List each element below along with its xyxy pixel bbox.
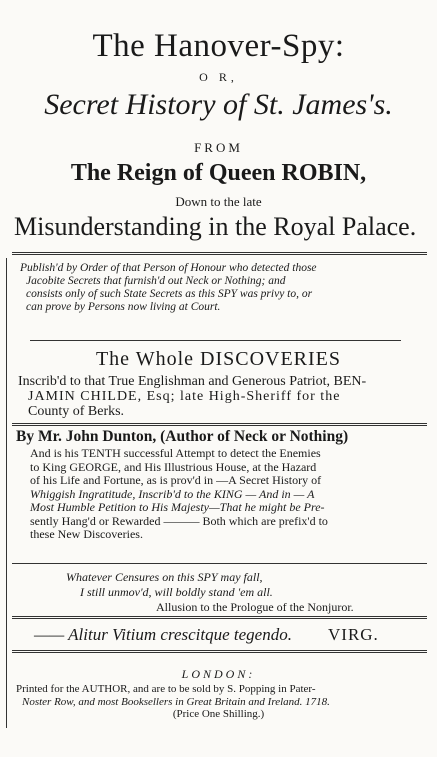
published-line: Jacobite Secrets that furnish'd out Neck or Nothing; and — [26, 275, 286, 287]
published-line: consists only of such State Secrets as this SPY was privy to, or — [26, 288, 313, 300]
attempt-line: these New Discoveries. — [30, 527, 143, 541]
or-line: O R, — [199, 70, 238, 84]
imprint-line: Printed for the AUTHOR, and are to be sold by S. Popping in Pater- — [16, 683, 316, 695]
published-line: can prove by Persons now living at Court. — [26, 301, 221, 313]
inscribed-line: Inscrib'd to that True Englishman and Generous Patriot, BEN- — [18, 374, 367, 389]
divider — [12, 616, 427, 622]
inscribed-paragraph — [18, 374, 425, 419]
attempt-line: sently Hang'd or Rewarded ——— Both which are prefix'd to — [30, 513, 328, 528]
divider — [12, 563, 427, 564]
verse-line: I still unmov'd, will boldly stand 'em all. — [80, 585, 273, 599]
title-page — [6, 0, 431, 757]
book-title: The Hanover-Spy: — [92, 28, 345, 64]
attempt-paragraph — [30, 447, 423, 542]
allusion-line: Allusion to the Prologue of the Nonjuror. — [156, 600, 354, 614]
inscribed-line: JAMIN CHILDE, Esq; late High-Sheriff for the — [28, 389, 341, 404]
published-paragraph — [20, 262, 425, 314]
divider — [12, 650, 427, 656]
attempt-line: Most Humble Petition to His Majesty—That he might be Pre- — [30, 500, 325, 514]
attempt-line: Whiggish Ingratitude, Inscrib'd to the KING — And in — A — [30, 486, 315, 501]
inscribed-line: County of Berks. — [28, 404, 125, 419]
imprint-line: Noster Row, and most Booksellers in Great Britain and Ireland. 1718. — [22, 696, 330, 708]
price-line: (Price One Shilling.) — [172, 708, 265, 720]
attempt-line: of his Life and Fortune, as is prov'd in —A Secret History of — [30, 473, 322, 487]
imprint-paragraph — [16, 683, 425, 709]
imprint-place: LONDON: — [181, 667, 256, 681]
down-to-line: Down to the late — [175, 194, 262, 209]
verse-line: Whatever Censures on this SPY may fall, — [66, 570, 263, 584]
reign-line: The Reign of Queen ROBIN, — [70, 160, 367, 186]
discoveries-heading: The Whole DISCOVERIES — [95, 348, 342, 370]
attempt-line: to King GEORGE, and His Illustrious House, at the Hazard — [30, 459, 317, 474]
divider — [30, 340, 401, 341]
published-line: Publish'd by Order of that Person of Honour who detected those — [20, 262, 317, 274]
motto-author: VIRG. — [328, 625, 379, 644]
from-line: FROM — [194, 140, 243, 155]
attempt-line: And is his TENTH successful Attempt to detect the Enemies — [30, 446, 321, 460]
divider — [12, 252, 427, 258]
book-subtitle: Secret History of St. James's. — [44, 88, 393, 121]
misunderstanding-line: Misunderstanding in the Royal Palace. — [14, 212, 417, 241]
margin-rule — [6, 258, 7, 728]
motto-text: —— Alitur Vitium crescitque tegendo. — [34, 625, 292, 644]
author-line: By Mr. John Dunton, (Author of Neck or Nothing) — [16, 428, 349, 445]
